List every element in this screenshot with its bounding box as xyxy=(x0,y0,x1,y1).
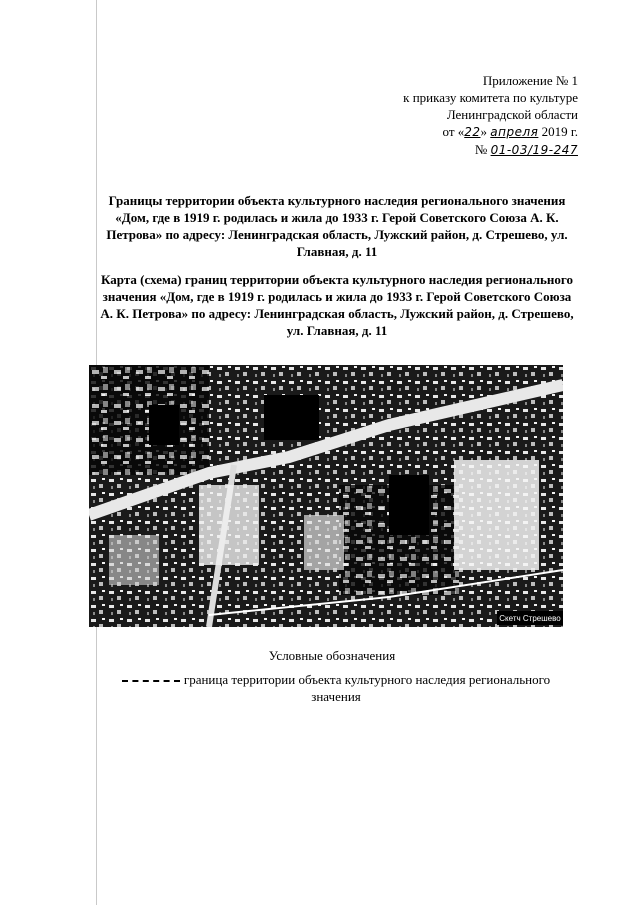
annex-header xyxy=(318,72,578,159)
annex-date xyxy=(318,123,578,141)
legend-title: Условные обозначения xyxy=(268,648,396,663)
legend-item xyxy=(118,671,554,705)
annex-number xyxy=(318,141,578,159)
document-title: Границы территории объекта культурного наследия регионального значения «Дом, где в 1919 г. родилась и жила до 1933 г. Герой Советского Союза А. К. Петрова» по адресу: Ленинградская область, Лужский район, д. Стрешево, ул. Главная, д. 11 xyxy=(106,193,568,259)
annex-line-1: Приложение № 1 xyxy=(482,73,578,88)
annex-line-3: Ленинградской области xyxy=(446,107,578,122)
dashed-line-symbol xyxy=(122,680,180,682)
date-month: апреля xyxy=(490,125,539,139)
map-caption: Карта (схема) границ территории объекта культурного наследия регионального значения «Дом, где в 1919 г. родилась и жила до 1933 г. Герой Советского Союза А. К. Петрова» по адресу: Ленинградская область, Лужский район, д. Стрешево, ул. Главная, д. 11 xyxy=(100,272,574,338)
date-prefix: от « xyxy=(442,124,465,139)
legend-item-text: границa территории объекта культурного наследия регионального значения xyxy=(183,672,551,704)
date-day: 22 xyxy=(464,125,481,139)
satellite-map xyxy=(89,365,563,627)
date-year: 2019 г. xyxy=(538,124,578,139)
map-source-label: Скетч Стрешево xyxy=(499,614,561,623)
number-value: 01-03/19-247 xyxy=(490,143,578,157)
date-mid: » xyxy=(480,124,491,139)
number-prefix: № xyxy=(474,142,491,157)
annex-line-2: к приказу комитета по культуре xyxy=(403,90,578,105)
